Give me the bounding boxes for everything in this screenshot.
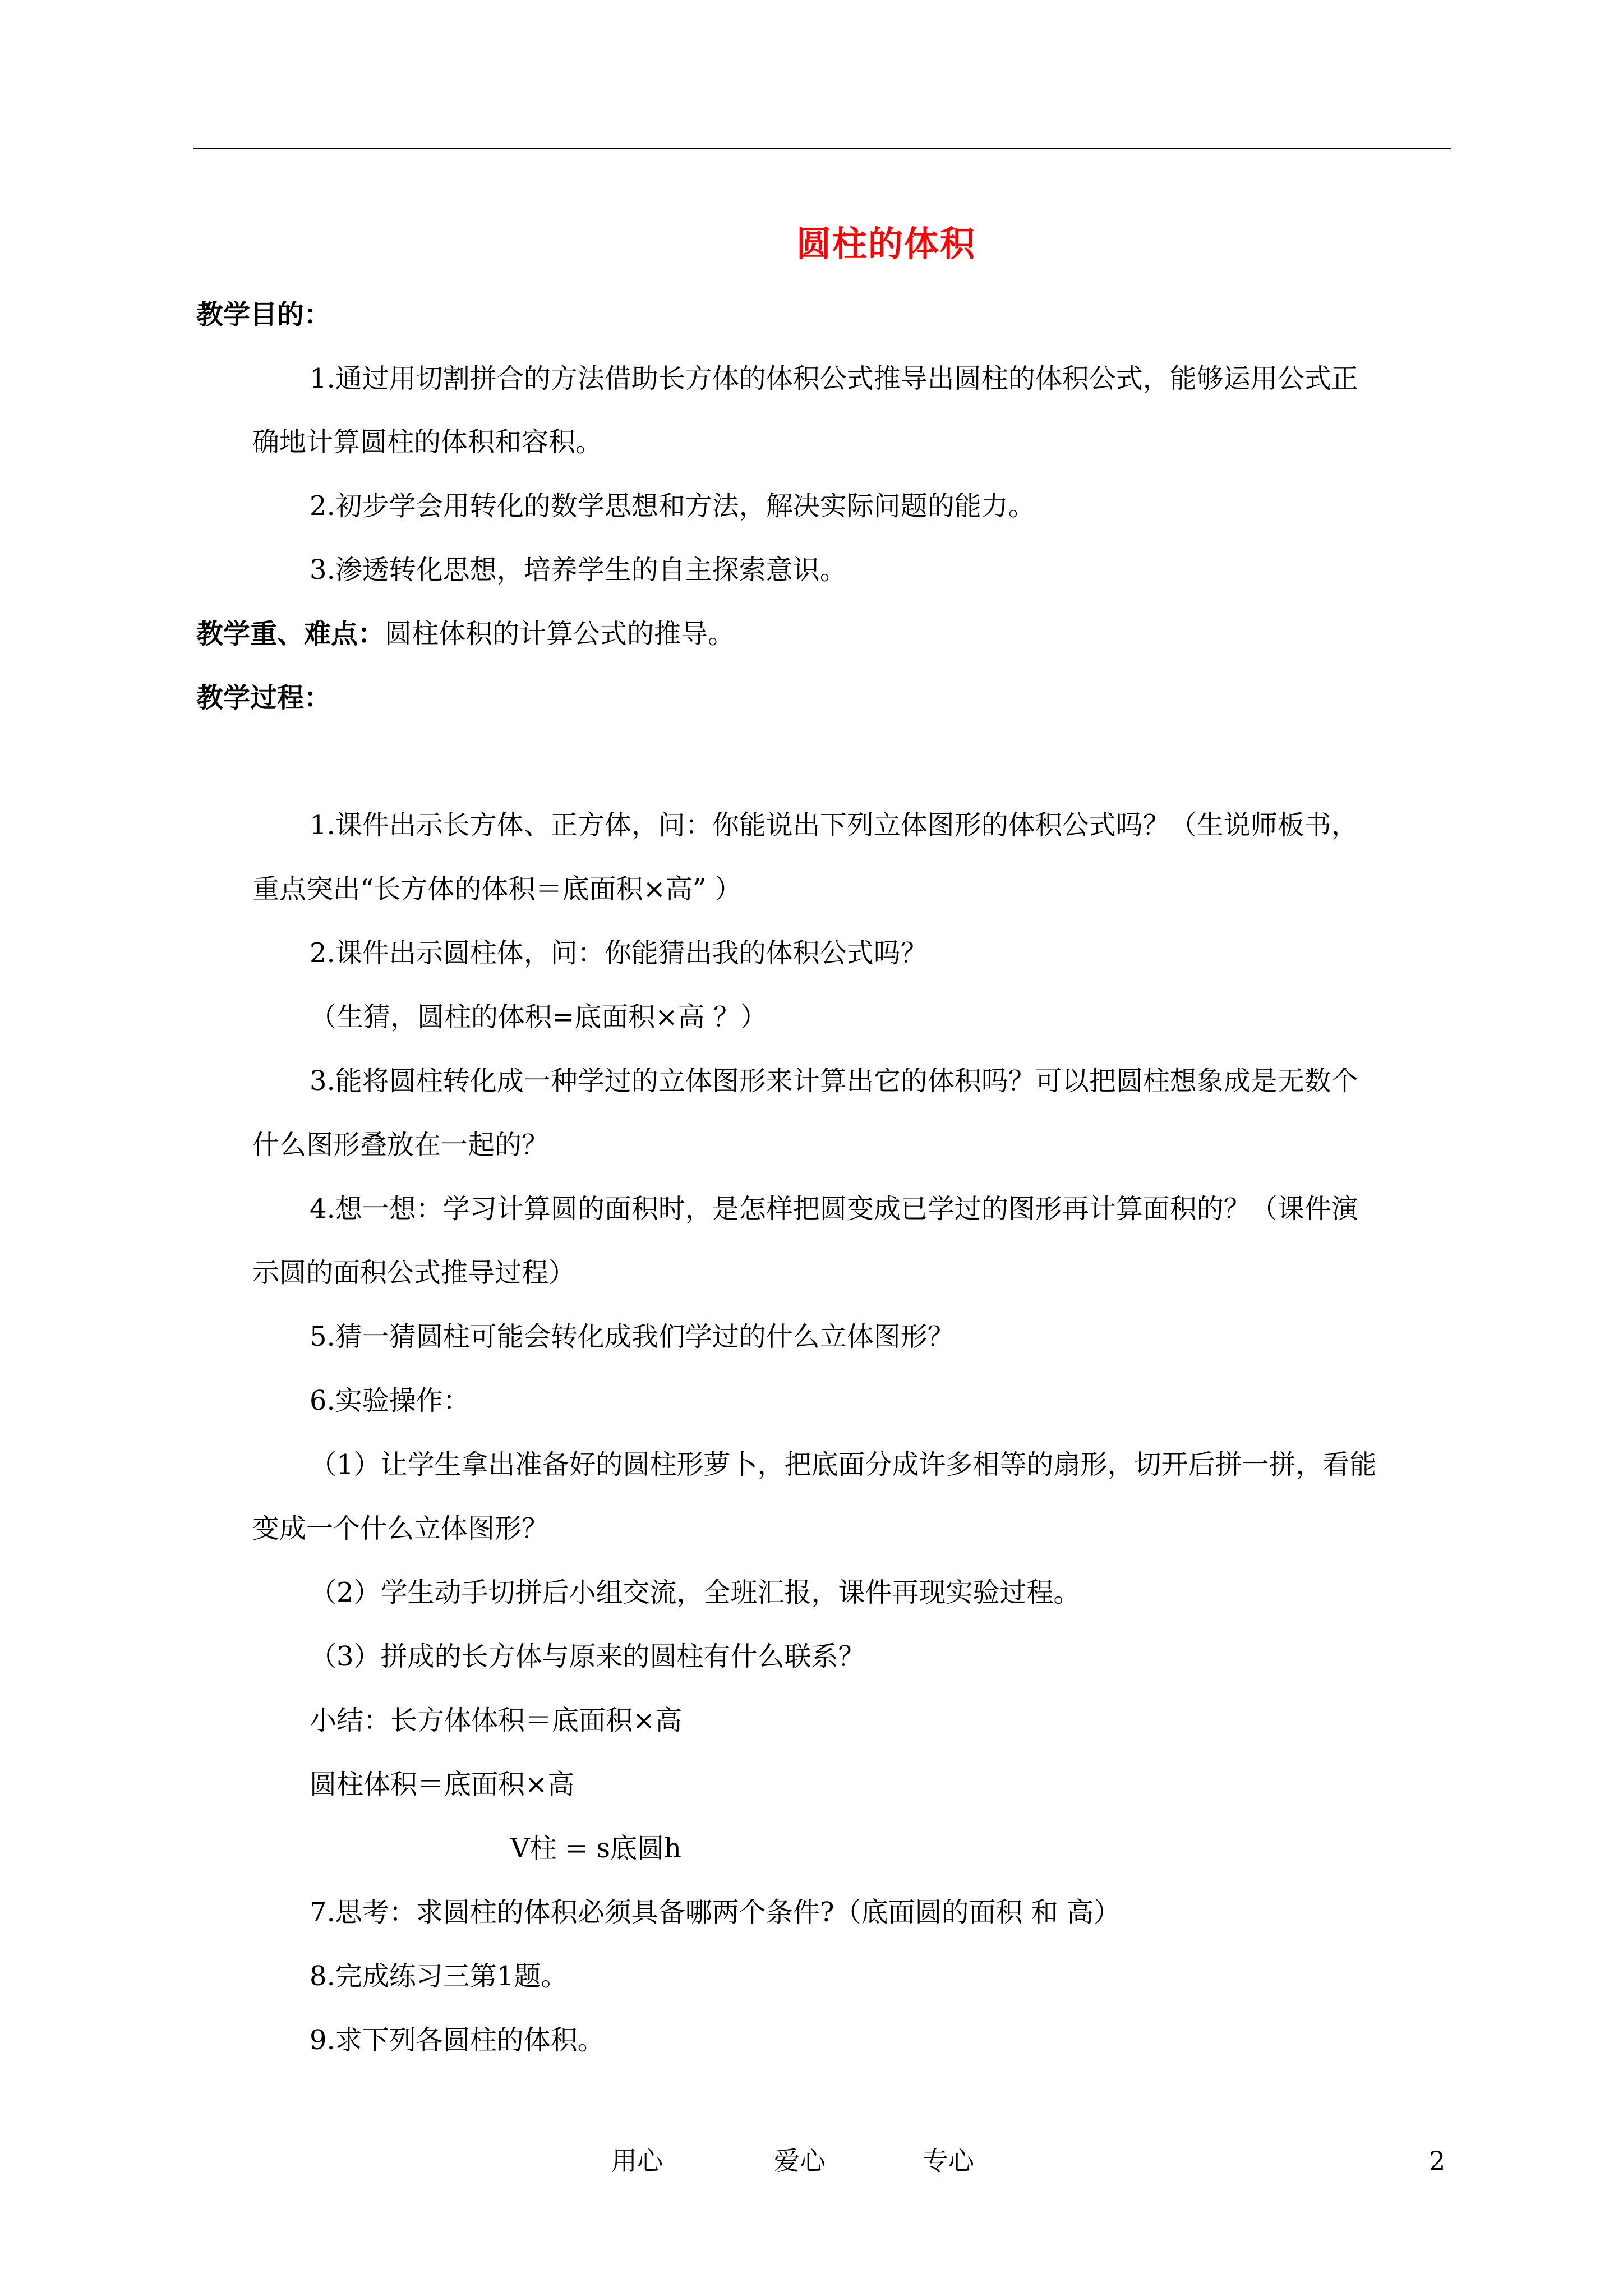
paragraph-line: 小结：长方体体积＝底面积×高 [310, 1705, 683, 1736]
footer-text: 用心 [611, 2146, 663, 2176]
section-heading-objectives: 教学目的： [196, 299, 331, 330]
paragraph-line: 1.课件出示长方体、正方体，问：你能说出下列立体图形的体积公式吗？（生说师板书， [310, 809, 1358, 841]
paragraph-line: 3.渗透转化思想，培养学生的自主探索意识。 [310, 554, 847, 586]
paragraph-line: 变成一个什么立体图形？ [252, 1513, 549, 1544]
paragraph-line: 9.求下列各圆柱的体积。 [310, 2024, 605, 2056]
paragraph-line: 确地计算圆柱的体积和容积。 [252, 426, 603, 458]
header-rule [193, 148, 1451, 149]
paragraph-line: 圆柱体积＝底面积×高 [310, 1769, 575, 1800]
paragraph-line: （1）让学生拿出准备好的圆柱形萝卜，把底面分成许多相等的扇形，切开后拼一拼，看能 [310, 1449, 1377, 1480]
paragraph-line: 6.实验操作： [310, 1385, 470, 1416]
paragraph-line: （3）拼成的长方体与原来的圆柱有什么联系？ [310, 1641, 865, 1672]
paragraph-line: 重点突出“长方体的体积＝底面积×高” ） [252, 873, 742, 905]
paragraph-line: 1.通过用切割拼合的方法借助长方体的体积公式推导出圆柱的体积公式，能够运用公式正 [310, 363, 1358, 394]
key-points-text: 圆柱体积的计算公式的推导。 [385, 618, 735, 650]
footer-text: 专心 [923, 2146, 974, 2176]
key-points-label: 教学重、难点： [196, 618, 385, 650]
page-number: 2 [1429, 2146, 1446, 2176]
paragraph-line: 5.猜一猜圆柱可能会转化成我们学过的什么立体图形？ [310, 1321, 955, 1352]
paragraph-line: 8.完成练习三第1题。 [310, 1961, 568, 1992]
key-points-line [196, 617, 735, 651]
paragraph-line: 2.课件出示圆柱体，问：你能猜出我的体积公式吗？ [310, 937, 928, 969]
paragraph-line: 3.能将圆柱转化成一种学过的立体图形来计算出它的体积吗？可以把圆柱想象成是无数个 [310, 1065, 1358, 1097]
paragraph-line: 2.初步学会用转化的数学思想和方法，解决实际问题的能力。 [310, 490, 1035, 522]
formula-line: V柱 = s底圆h [510, 1833, 681, 1864]
paragraph-line: 4.想一想：学习计算圆的面积时，是怎样把圆变成已学过的图形再计算面积的？（课件演 [310, 1193, 1358, 1225]
paragraph-line: 示圆的面积公式推导过程） [252, 1257, 576, 1289]
paragraph-line: 7.思考：求圆柱的体积必须具备哪两个条件?（底面圆的面积 和 高） [310, 1897, 1121, 1928]
paragraph-line: （生猜，圆柱的体积=底面积×高 ？） [310, 1001, 767, 1033]
paragraph-line: （2）学生动手切拼后小组交流，全班汇报，课件再现实验过程。 [310, 1577, 1081, 1608]
paragraph-line: 什么图形叠放在一起的？ [252, 1129, 549, 1161]
section-heading-process: 教学过程： [196, 682, 331, 714]
footer-text: 爱心 [774, 2146, 826, 2176]
document-title: 圆柱的体积 [796, 223, 976, 264]
